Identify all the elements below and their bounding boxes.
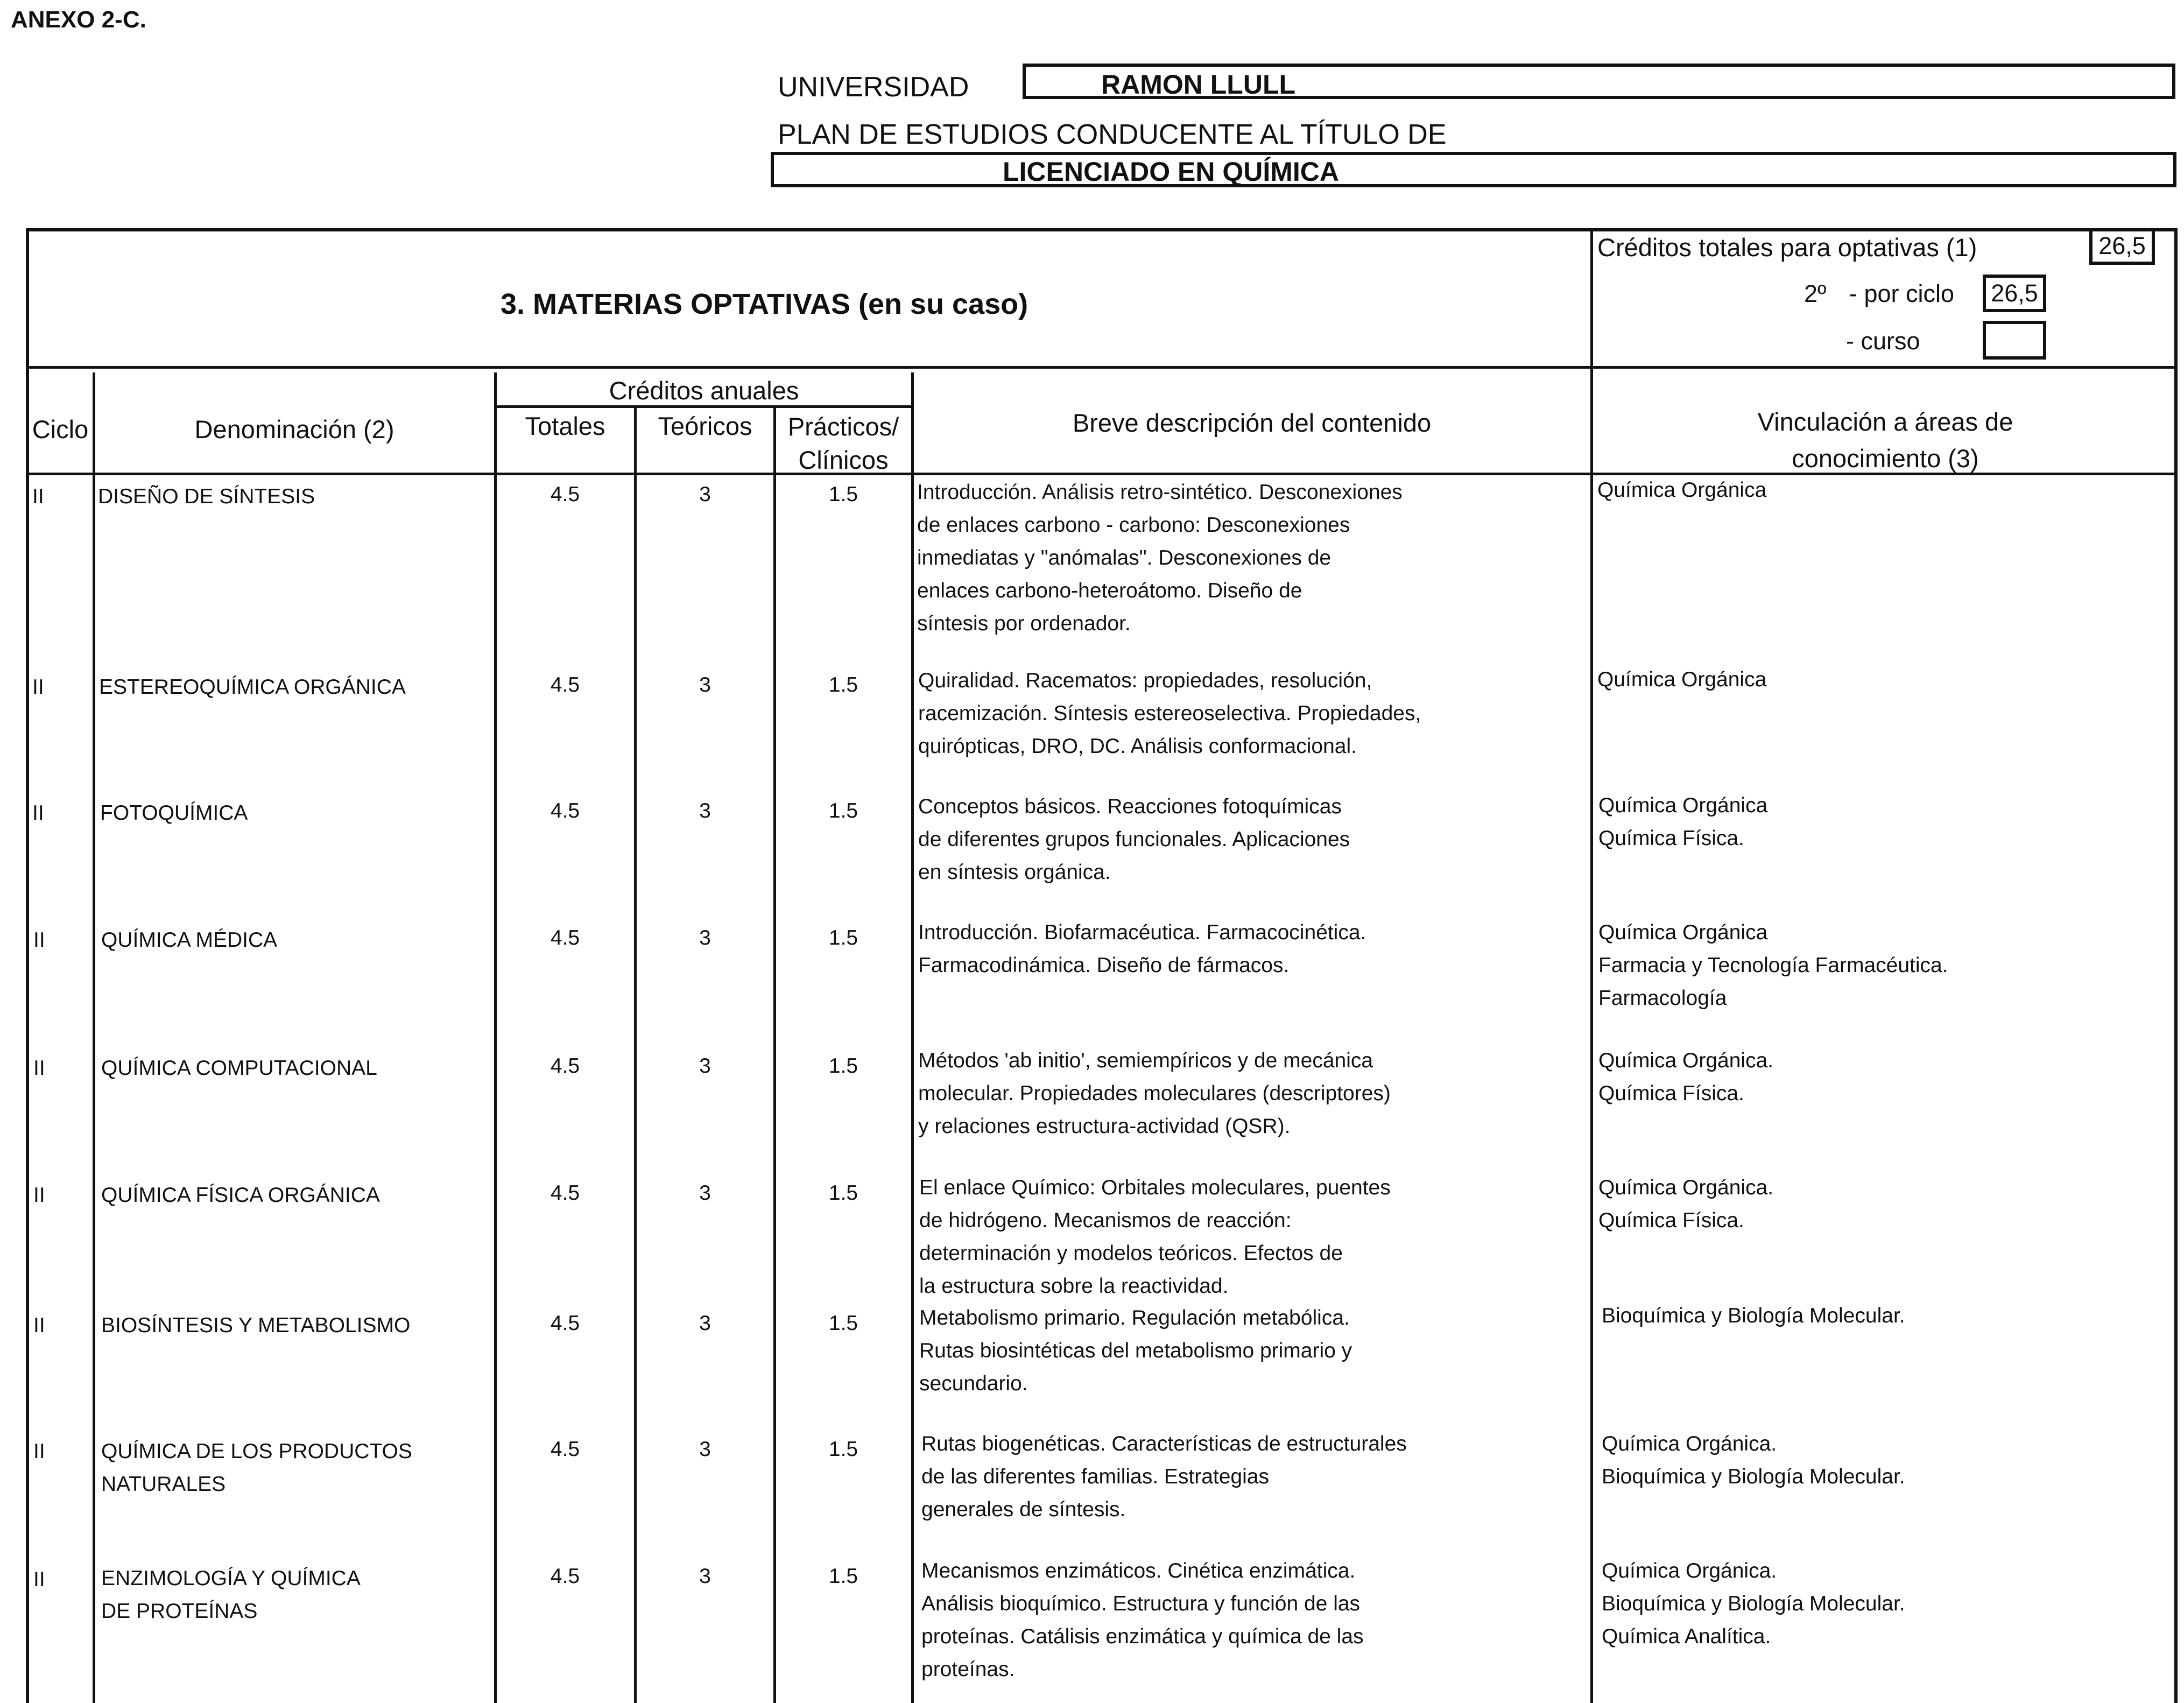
areas-column-divider xyxy=(1590,228,1593,1703)
row-teoricos: 3 xyxy=(699,1312,711,1335)
row-ciclo: II xyxy=(33,1440,45,1463)
row-ciclo: II xyxy=(32,675,44,699)
row-ciclo: II xyxy=(32,801,44,825)
row-totales: 4.5 xyxy=(550,673,580,696)
row-description: Introducción. Análisis retro-sintético. Desconexiones de enlaces carbono - carbono: Desconexiones inmediatas y "anómalas". Desconexiones de enlaces carbono-heteroátomo. Diseño de síntesis por ordenador. xyxy=(917,481,1403,635)
row-description: Quiralidad. Racematos: propiedades, resolución, racemización. Síntesis estereoselectiva. Propiedades, quirópticas, DRO, DC. Análisis conformacional. xyxy=(918,669,1421,758)
row-name: QUÍMICA MÉDICA xyxy=(101,928,278,952)
section-title: 3. MATERIAS OPTATIVAS (en su caso) xyxy=(501,288,1028,320)
per-course-box xyxy=(1983,321,2046,360)
row-teoricos: 3 xyxy=(699,1054,711,1078)
header-descripcion: Breve descripción del contenido xyxy=(1072,409,1432,437)
header-vinculacion: Vinculación a áreas de conocimiento (3) xyxy=(1757,407,2013,473)
per-course-label: - curso xyxy=(1846,327,1920,355)
row-name: BIOSÍNTESIS Y METABOLISMO xyxy=(101,1314,411,1337)
row-totales: 4.5 xyxy=(550,799,580,822)
row-areas: Química Orgánica xyxy=(1597,478,1767,502)
row-areas: Química Orgánica. Bioquímica y Biología Molecular. xyxy=(1602,1432,1905,1488)
row-name: ENZIMOLOGÍA Y QUÍMICA DE PROTEÍNAS xyxy=(101,1567,361,1623)
row-name: FOTOQUÍMICA xyxy=(100,801,248,825)
row-description: Conceptos básicos. Reacciones fotoquímicas de diferentes grupos funcionales. Aplicaciones en síntesis orgánica. xyxy=(918,795,1350,884)
row-ciclo: II xyxy=(33,1057,45,1080)
row-name: QUÍMICA COMPUTACIONAL xyxy=(101,1057,377,1080)
row-practicos: 1.5 xyxy=(828,1312,858,1335)
header-teoricos: Teóricos xyxy=(658,412,752,440)
university-label: UNIVERSIDAD xyxy=(778,72,969,103)
row-teoricos: 3 xyxy=(699,926,711,949)
degree-name: LICENCIADO EN QUÍMICA xyxy=(1003,157,1339,187)
row-practicos: 1.5 xyxy=(828,673,858,696)
total-credits-box: 26,5 xyxy=(2089,228,2155,265)
row-areas: Bioquímica y Biología Molecular. xyxy=(1602,1304,1905,1327)
row-totales: 4.5 xyxy=(550,1312,580,1335)
row-teoricos: 3 xyxy=(699,673,711,696)
per-cycle-label: - por ciclo xyxy=(1849,280,1955,307)
row-description: El enlace Químico: Orbitales moleculares, puentes de hidrógeno. Mecanismos de reacción: determinación y modelos teóricos. Efectos de la estructura sobre la reactividad. xyxy=(919,1176,1391,1298)
row-ciclo: II xyxy=(33,1184,45,1207)
row-ciclo: II xyxy=(33,928,45,952)
row-description: Mecanismos enzimáticos. Cinética enzimática. Análisis bioquímico. Estructura y función de las proteínas. Catálisis enzimática y química de las proteínas. xyxy=(921,1559,1364,1681)
university-name: RAMON LLULL xyxy=(1101,69,1296,100)
row-ciclo: II xyxy=(33,1568,45,1591)
header-divider xyxy=(26,366,2178,369)
row-name: QUÍMICA DE LOS PRODUCTOS NATURALES xyxy=(101,1440,412,1496)
row-totales: 4.5 xyxy=(550,1565,580,1588)
row-description: Rutas biogenéticas. Características de estructurales de las diferentes familias. Estrategias generales de síntesis. xyxy=(921,1432,1407,1521)
row-areas: Química Orgánica Química Física. xyxy=(1598,794,1768,850)
cycle-prefix: 2º xyxy=(1804,280,1827,307)
row-totales: 4.5 xyxy=(550,926,580,949)
row-name: QUÍMICA FÍSICA ORGÁNICA xyxy=(101,1184,380,1207)
row-totales: 4.5 xyxy=(550,1438,580,1461)
university-box xyxy=(1023,64,2175,99)
header-totales: Totales xyxy=(525,412,605,440)
row-practicos: 1.5 xyxy=(828,799,858,822)
row-areas: Química Orgánica Farmacia y Tecnología Farmacéutica. Farmacología xyxy=(1598,921,1948,1010)
row-practicos: 1.5 xyxy=(828,1181,858,1205)
header-practicos: Prácticos/ Clínicos xyxy=(787,412,899,474)
row-teoricos: 3 xyxy=(699,1565,711,1588)
plan-label: PLAN DE ESTUDIOS CONDUCENTE AL TÍTULO DE xyxy=(778,119,1447,150)
row-areas: Química Orgánica. Bioquímica y Biología Molecular. Química Analítica. xyxy=(1602,1559,1905,1648)
row-practicos: 1.5 xyxy=(828,483,858,506)
row-name: DISEÑO DE SÍNTESIS xyxy=(98,485,315,508)
header-ciclo: Ciclo xyxy=(32,415,89,444)
row-areas: Química Orgánica. Química Física. xyxy=(1598,1176,1774,1232)
row-ciclo: II xyxy=(33,1314,45,1337)
credits-column-divider xyxy=(911,372,914,1703)
row-totales: 4.5 xyxy=(550,483,580,506)
totales-column-divider xyxy=(634,407,637,1703)
row-description: Metabolismo primario. Regulación metabólica. Rutas biosintéticas del metabolismo primario y secundario. xyxy=(919,1306,1352,1395)
credits-subheader-divider xyxy=(495,405,912,408)
row-totales: 4.5 xyxy=(550,1054,580,1078)
name-column-divider xyxy=(494,372,497,1703)
row-name: ESTEREOQUÍMICA ORGÁNICA xyxy=(99,675,406,699)
per-cycle-box: 26,5 xyxy=(1983,275,2046,312)
row-teoricos: 3 xyxy=(699,799,711,822)
row-areas: Química Orgánica xyxy=(1597,668,1767,691)
row-description: Métodos 'ab initio', semiempíricos y de mecánica molecular. Propiedades moleculares (descriptores) y relaciones estructura-actividad (QSR). xyxy=(918,1049,1391,1138)
header-denominacion: Denominación (2) xyxy=(194,415,394,444)
row-description: Introducción. Biofarmacéutica. Farmacocinética. Farmacodinámica. Diseño de fármacos. xyxy=(918,921,1366,977)
ciclo-column-divider xyxy=(93,372,95,1703)
row-practicos: 1.5 xyxy=(828,926,858,949)
row-practicos: 1.5 xyxy=(828,1054,858,1078)
annex-label: ANEXO 2-C. xyxy=(11,6,146,33)
row-teoricos: 3 xyxy=(699,1438,711,1461)
row-totales: 4.5 xyxy=(550,1181,580,1205)
row-practicos: 1.5 xyxy=(828,1565,858,1588)
row-ciclo: II xyxy=(32,485,44,508)
row-areas: Química Orgánica. Química Física. xyxy=(1598,1049,1774,1105)
header-creditos-anuales: Créditos anuales xyxy=(609,376,799,405)
row-practicos: 1.5 xyxy=(828,1438,858,1461)
degree-box xyxy=(771,152,2176,187)
row-teoricos: 3 xyxy=(699,483,711,506)
row-teoricos: 3 xyxy=(699,1181,711,1205)
total-credits-label: Créditos totales para optativas (1) xyxy=(1597,233,1977,262)
